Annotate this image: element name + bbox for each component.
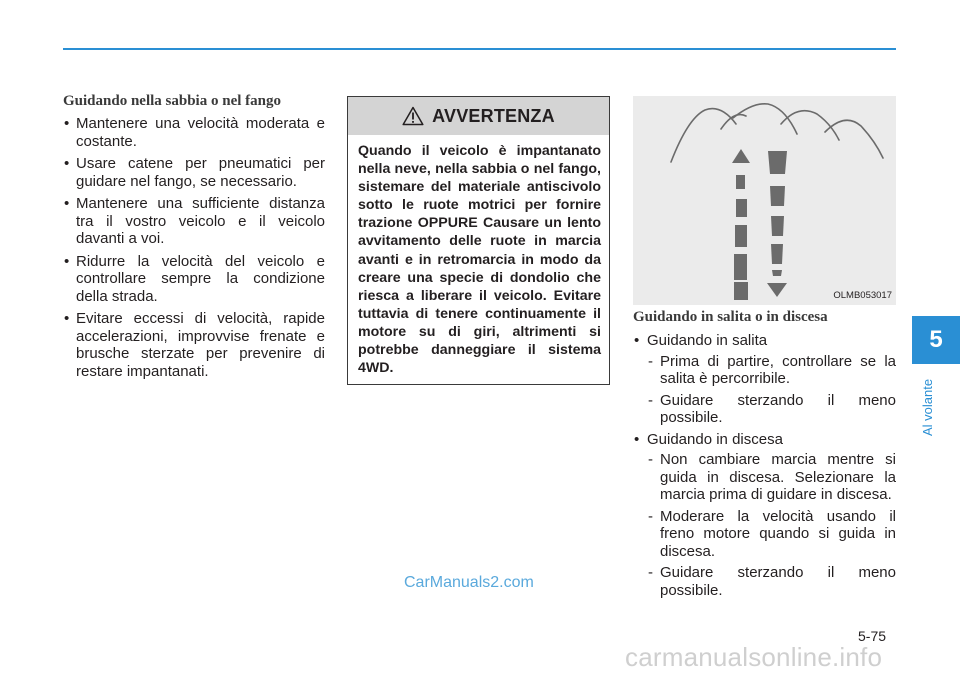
list-item — [633, 332, 896, 427]
hill-illustration — [633, 96, 896, 305]
sub-list-item: - Guidare sterzando il meno possibile. — [648, 392, 896, 427]
page-number: 5-75 — [858, 628, 887, 644]
downhill-label: • Guidando in discesa — [647, 430, 783, 448]
sand-section-title: Guidando nella sabbia o nel fango — [63, 93, 281, 109]
sub-list-item: - Prima di partire, controllare se la salita è percorribile. — [648, 353, 896, 388]
sub-list-item: - Non cambiare marcia mentre si guida in discesa. Selezionare la marcia prima di guidare in discesa. — [648, 451, 896, 504]
list-item: • Evitare eccessi di velocità, rapide accelerazioni, improvvise frenate e brusche sterzate per prevenire di restare impantanati. — [63, 310, 325, 380]
uphill-label: • Guidando in salita — [647, 332, 768, 349]
list-item: • Ridurre la velocità del veicolo e controllare sempre la condizione della strada. — [63, 253, 325, 306]
sand-bullet-list — [63, 115, 325, 380]
slope-section-title: Guidando in salita o in discesa — [633, 309, 828, 325]
sub-list-item: - Moderare la velocità usando il freno motore quando si guida in discesa. — [648, 508, 896, 561]
warning-triangle-icon — [402, 106, 424, 126]
warning-text: Quando il veicolo è impantanato nella neve, nella sabbia o nel fango, sistemare del materiale antiscivolo sotto le ruote motrici per fornire trazione OPPURE Causare un lento avvitamento delle ruote in marcia avanti e in retromarcia in modo da creare una specie di dondolio che riesca a liberare il veicolo. Evitare tuttavia di tenere continuamente il motore su di giri, altrimenti si potrebbe danneggiare il sistema 4WD. — [358, 143, 601, 377]
downhill-sublist — [648, 451, 896, 599]
slope-section — [633, 309, 896, 603]
slope-bullet-list — [633, 332, 896, 599]
watermark-footer: carmanualsonline.info — [625, 642, 883, 672]
list-item: • Mantenere una sufficiente distanza tra il vostro veicolo e il veicolo davanti a voi. — [63, 195, 325, 248]
top-rule — [63, 48, 896, 50]
chapter-label-text: Al volante — [920, 378, 935, 436]
warning-box — [347, 96, 610, 385]
warning-title: AVVERTENZA — [432, 105, 555, 126]
sub-list-item: - Guidare sterzando il meno possibile. — [648, 564, 896, 599]
hill-figure — [633, 96, 896, 305]
list-item: • Usare catene per pneumatici per guidare nel fango, se necessario. — [63, 155, 325, 190]
list-item — [633, 431, 896, 600]
warning-header — [348, 97, 609, 135]
watermark-link[interactable]: CarManuals2.com — [404, 574, 534, 591]
sand-section — [63, 93, 325, 385]
chapter-tab: 5 — [912, 316, 960, 364]
list-item: • Mantenere una velocità moderata e costante. — [63, 115, 325, 150]
uphill-sublist — [648, 353, 896, 427]
figure-code: OLMB053017 — [833, 290, 892, 301]
